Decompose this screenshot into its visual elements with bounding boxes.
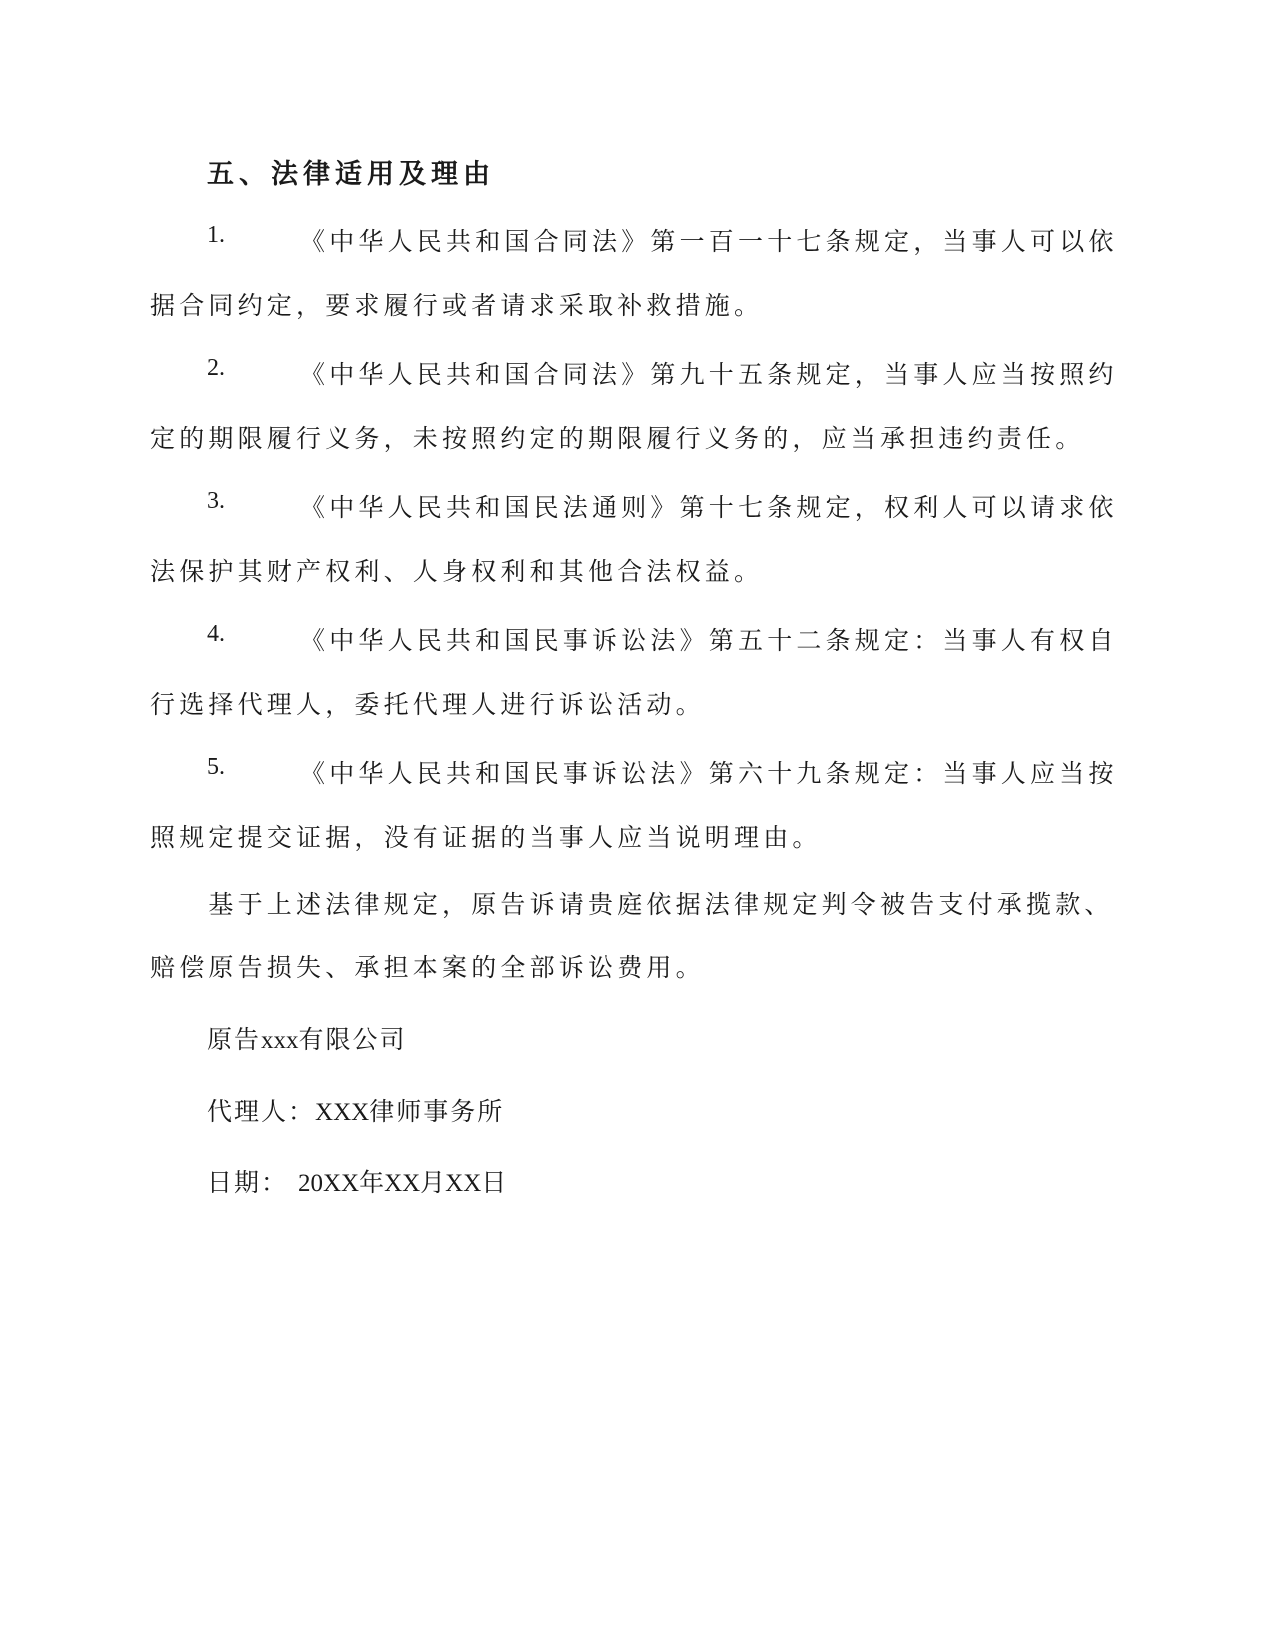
plaintiff-signature xyxy=(207,1020,407,1056)
item-number: 4. xyxy=(207,621,225,647)
law-item-2 xyxy=(150,355,1118,453)
plaintiff-suffix: 有限公司 xyxy=(298,1025,407,1054)
conclusion-line2: 赔偿原告损失、承担本案的全部诉讼费用。 xyxy=(150,953,705,982)
date-value: 20XX年XX月XX日 xyxy=(297,1170,507,1197)
date-label: 日期： xyxy=(207,1168,289,1197)
plaintiff-prefix: 原告 xyxy=(207,1025,262,1054)
law-item-4 xyxy=(150,621,1118,719)
agent-label: 代理人： xyxy=(207,1097,316,1126)
item-text-line2: 定的期限履行义务，未按照约定的期限履行义务的，应当承担违约责任。 xyxy=(150,424,1085,453)
section-heading: 五、法律适用及理由 xyxy=(207,159,495,190)
agent-suffix: 律师事务所 xyxy=(369,1097,505,1126)
item-number: 5. xyxy=(207,754,225,780)
law-item-1 xyxy=(150,222,1118,320)
item-text-line1: 《中华人民共和国民法通则》第十七条规定，权利人可以请求依 xyxy=(300,493,1118,522)
item-text-line2: 法保护其财产权利、人身权利和其他合法权益。 xyxy=(150,557,764,586)
agent-name: XXX xyxy=(315,1099,370,1126)
item-text-line2: 行选择代理人，委托代理人进行诉讼活动。 xyxy=(150,690,705,719)
plaintiff-name: xxx xyxy=(261,1027,299,1054)
item-text-line2: 据合同约定，要求履行或者请求采取补救措施。 xyxy=(150,291,764,320)
agent-signature xyxy=(207,1092,504,1128)
signature-date xyxy=(207,1163,506,1199)
item-text-line1: 《中华人民共和国合同法》第九十五条规定，当事人应当按照约 xyxy=(300,360,1118,389)
item-text-line1: 《中华人民共和国民事诉讼法》第五十二条规定：当事人有权自 xyxy=(300,626,1118,655)
item-number: 1. xyxy=(207,222,225,248)
item-text-line2: 照规定提交证据，没有证据的当事人应当说明理由。 xyxy=(150,823,822,852)
item-number: 3. xyxy=(207,488,225,514)
law-item-5 xyxy=(150,754,1118,852)
item-text-line1: 《中华人民共和国民事诉讼法》第六十九条规定：当事人应当按 xyxy=(300,759,1118,788)
item-text-line1: 《中华人民共和国合同法》第一百一十七条规定，当事人可以依 xyxy=(300,227,1118,256)
law-item-3 xyxy=(150,488,1118,586)
conclusion-line1: 基于上述法律规定，原告诉请贵庭依据法律规定判令被告支付承揽款、 xyxy=(150,890,1114,919)
item-number: 2. xyxy=(207,355,225,381)
